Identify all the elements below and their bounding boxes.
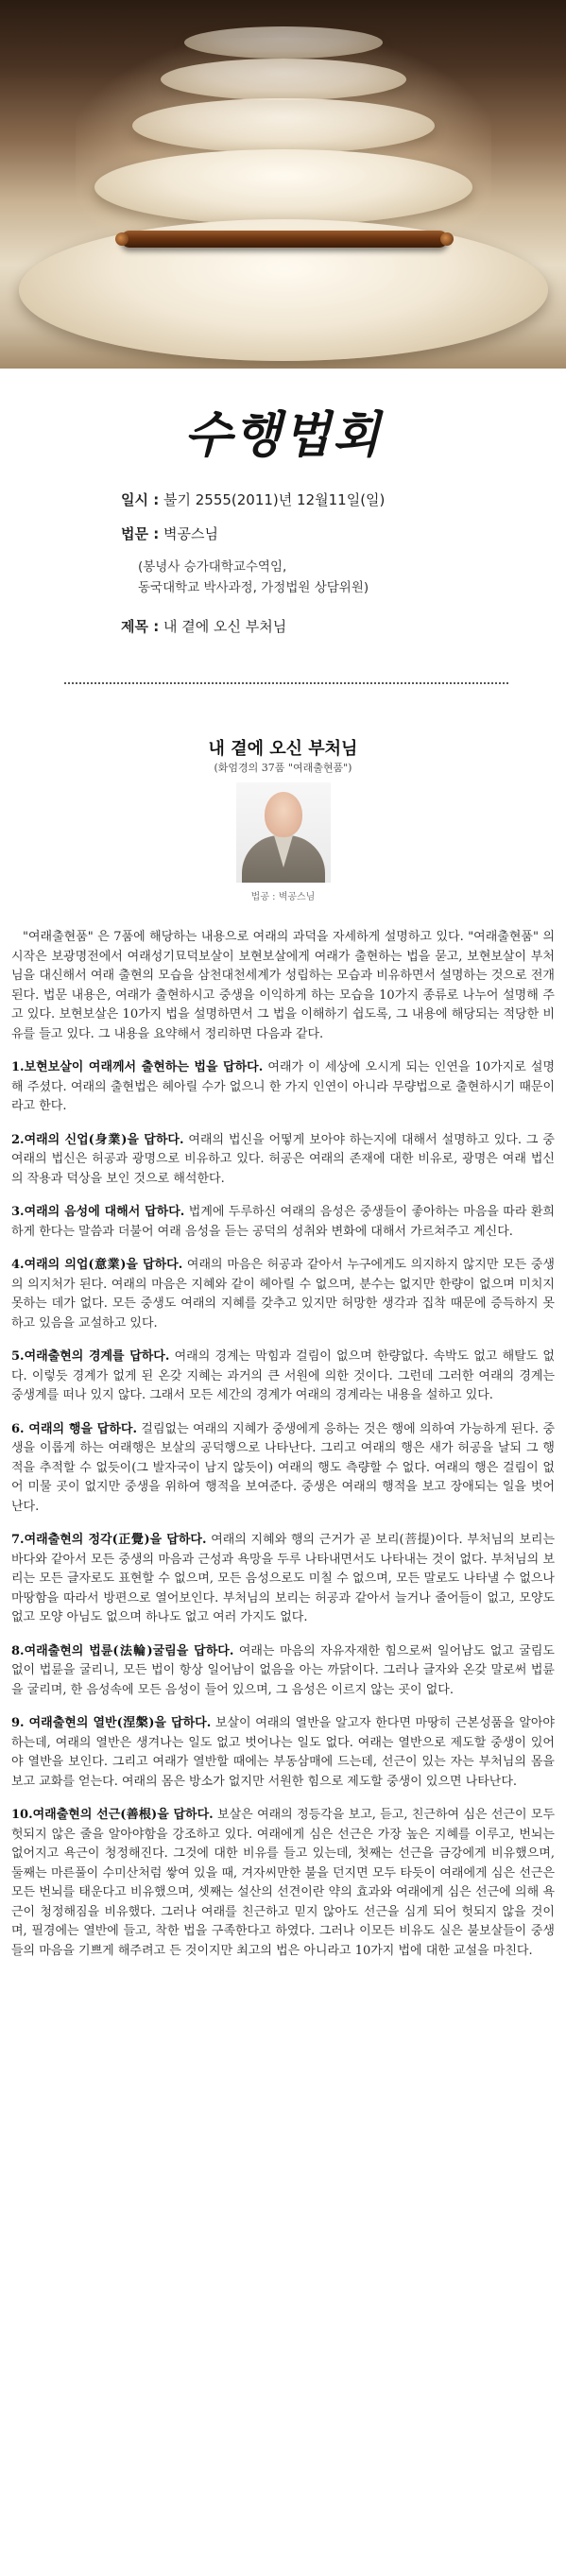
dotted-divider: [64, 682, 508, 684]
section-paragraph: [11, 1714, 555, 1792]
cushion-image: [94, 149, 472, 225]
section-text: 보살이 여래의 열반을 알고자 한다면 마땅히 근본성품을 알아야 하는데, 여래의 열반은 생겨나는 일도 없고 벗어나는 일도 없다. 여래는 열반으로 제도할 중생이 있어야 열반을 보인다. 그리고 여래가 열반할 때에는 부동삼매에 드는데, 선근이 있는 자는 부처님의 몸을 보고 교화를 얻는다. 여래의 몸은 방소가 없지만 서원한 힘으로 제도할 중생이 있으면 나타난다.: [11, 1716, 555, 1789]
speaker-portrait: [236, 782, 331, 883]
section-heading: 4.여래의 의업(意業)을 답하다.: [11, 1258, 183, 1272]
section-heading: 10.여래출현의 선근(善根)을 답하다.: [11, 1808, 214, 1822]
section-paragraph: [11, 1420, 555, 1518]
speaker-row: [121, 524, 218, 543]
section-text: 여래의 지혜와 행의 근거가 곧 보리(菩提)이다. 부처님의 보리는 바다와 같아서 모든 중생의 마음과 근성과 욕망을 두루 나타내면서도 나타내는 것이 없다. 부처님의 보리는 모든 글자로도 표현할 수 없으며, 모든 음성으로도 미칠 수 없으며, 모든 말로도 나타낼 수 없으나 마땅함을 따라서 방편으로 열어보인다. 부처님의 보리는 허공과 같아서 늘거나 줄어들이 없고, 모양도 없고 모양 아님도 없으며 하나도 없고 여러 가지도 없다.: [11, 1533, 556, 1624]
section-heading: 2.여래의 신업(身業)을 답하다.: [11, 1132, 184, 1147]
date-value: 불기 2555(2011)년 12월11일(일): [163, 491, 386, 508]
section-heading: 6. 여래의 행을 답하다.: [11, 1421, 137, 1436]
speaker-value: 벽공스님: [163, 525, 218, 542]
section-heading: 8.여래출현의 법륜(法輪)굴림을 답하다.: [11, 1643, 234, 1658]
cushion-image: [184, 26, 383, 59]
topic-label: 제목 :: [121, 618, 160, 635]
section-heading: 3.여래의 음성에 대해서 답하다.: [11, 1205, 185, 1219]
section-text: 여래의 법신을 어떻게 보아야 하는지에 대해서 설명하고 있다. 그 중 여래의 법신은 허공과 광명으로 비유하고 있다. 허공은 여래의 존재에 대한 비유로, 광명은 여래 법신의 작용과 덕상을 보인 것으로 해석한다.: [11, 1132, 555, 1186]
speaker-bio-line2: 동국대학교 박사과정, 가정법원 상담위원): [138, 580, 369, 595]
stick-end-image: [440, 232, 454, 246]
photo-caption: 법공 : 벽공스님: [250, 892, 316, 902]
section-text: 여래는 마음의 자유자재한 힘으로써 일어남도 없고 굴림도 없이 법륜을 굴리니, 모든 법이 항상 일어남이 없음을 아는 까닭이다. 그러나 글자와 온갖 말로써 법륜을 굴리며, 한 음성속에 모든 음성이 들어 있으며, 그 음성은 이르지 않는 곳이 없다.: [11, 1643, 555, 1697]
section-paragraph: [11, 1256, 555, 1333]
page-title: 수행법회: [184, 406, 382, 464]
section-paragraph: [11, 1806, 555, 1961]
speaker-bio-line1: (봉녕사 승가대학교수역임,: [138, 559, 287, 575]
intro-paragraph: "여래출현품" 은 7품에 해당하는 내용으로 여래의 과덕을 자세하게 설명하고 있다. "여래출현품" 의 시작은 보광명전에서 여래성기묘덕보살이 보현보살에게 여래가 출현하는 법을 묻고, 보현보살이 부처님을 대신해서 여래 출현의 모습을 삼천대천세계가 성립하는 모습과 비유하면서 설명하는 것으로 전개된다. 법문 내용은, 여래가 출현하시고 중생을 이익하게 하는 모습을 10가지 종류로 나누어 설명해 주고 있다. 보현보살은 10가지 법을 설명하면서 그 법을 이해하기 쉽도록, 그 내용에 해당되는 적당한 비유를 들고 있다. 그 내용을 요약해서 정리하면 다음과 같다.: [11, 930, 555, 1041]
cushion-image: [161, 59, 406, 100]
date-label: 일시 :: [121, 491, 160, 508]
wooden-stick-image: [121, 231, 448, 248]
section-paragraph: [11, 1131, 555, 1190]
article-subtitle: (화엄경의 37품 "여래출현품"): [214, 762, 352, 774]
cushion-image: [132, 98, 435, 153]
section-text: 걸림없는 여래의 지혜가 중생에게 응하는 것은 행에 의하여 가능하게 된다. 중생을 이롭게 하는 여래행은 보살의 공덕행으로 나타난다. 그리고 여래의 행은 새가 허공을 날되 그 행적을 추적할 수 없듯이(그 발자국이 남지 않듯이) 여래의 행도 측량할 수 없다. 여래의 행은 걸림이 없어 미물 곳이 없지만 중생을 위하여 행적을 보여준다. 중생은 여래의 행적을 보고 장애되는 일을 벗어난다.: [11, 1421, 556, 1514]
section-paragraph: [11, 1348, 555, 1406]
stick-end-image: [115, 232, 129, 246]
topic-row: [121, 616, 286, 636]
section-text: 법계에 두루하신 여래의 음성은 중생들이 좋아하는 마음을 따라 환희하게 한다는 말씀과 더불어 여래 음성을 듣는 공덕의 성취와 변화에 대해서 가르쳐주고 계신다.: [11, 1205, 555, 1239]
section-text: 여래가 이 세상에 오시게 되는 인연을 10가지로 설명해 주셨다. 여래의 출현법은 헤아릴 수가 없으니 한 가지 인연이 아니라 무량법으로 출현하시기 때문이라고 한다.: [11, 1060, 556, 1113]
date-row: [121, 489, 385, 509]
section-paragraph: [11, 1058, 555, 1117]
section-text: 보살은 여래의 정등각을 보고, 듣고, 친근하여 심은 선근이 모두 헛되지 않은 줄을 알아야함을 강조하고 있다. 여래에게 심은 선근은 가장 높은 지혜를 이루고, 번뇌는 없어지고 욕근이 청정해진다. 그것에 대한 비유를 들고 있는데, 첫째는 선근을 금강에게 비유했으며, 둘째는 마른풀이 수미산처럼 쌓여 있을 때, 겨자씨만한 불을 던지면 모두 타듯이 여래에게 심은 선근은 모든 번뇌를 태운다고 비유했으며, 셋째는 설산의 선견이란 약의 효과와 여래에게 심은 선근에 의해 욕근이 청정해짐을 비유했다. 그러나 여래를 친근하고 믿지 않아도 선근을 심게 되어 헛되지 않을 것이며, 필경에는 열반에 들고, 착한 법을 구족한다고 하였다. 그러나 이모든 비유도 실은 불보살들이 중생들의 마음을 기쁘게 해주려고 든 것이지만 최고의 법은 아니라고 10가지 법에 대한 교설을 마친다.: [11, 1808, 556, 1958]
topic-value: 내 곁에 오신 부처님: [163, 618, 287, 635]
section-heading: 9. 여래출현의 열반(涅槃)을 답하다.: [11, 1716, 212, 1730]
section-heading: 7.여래출현의 정각(正覺)을 답하다.: [11, 1533, 207, 1547]
section-text: 여래의 마음은 허공과 같아서 누구에게도 의지하지 않지만 모든 중생의 의지처가 된다. 여래의 마음은 지혜와 같이 헤아릴 수 없으며, 분수는 없지만 한량이 없으며 미치지 못하는 데가 없다. 모든 중생도 여래의 지혜를 갖추고 있지만 허망한 생각과 집착 때문에 증득하지 못하고 있음을 교설하고 있다.: [11, 1258, 555, 1331]
section-heading: 5.여래출현의 경계를 답하다.: [11, 1349, 170, 1364]
section-paragraph: [11, 1203, 555, 1242]
header-photo: [0, 0, 566, 369]
speaker-label: 법문 :: [121, 525, 160, 542]
section-text: 여래의 경계는 막힘과 걸림이 없으며 한량없다. 속박도 없고 해탈도 없다. 이렇듯 경계가 없게 된 온갖 지혜는 과거의 큰 서원에 의한 것이다. 그런데 그러한 여래의 경계는 중생계를 떠나 있지 않다. 그래서 모든 세간의 경계가 여래의 경계라는 내용을 설하고 있다.: [11, 1349, 555, 1402]
section-paragraph: [11, 1642, 555, 1701]
article-title: 내 곁에 오신 부처님: [208, 739, 358, 759]
article-body: [11, 928, 555, 1975]
section-heading: 1.보현보살이 여래께서 출현하는 법을 답하다.: [11, 1060, 264, 1074]
section-paragraph: [11, 1531, 555, 1628]
